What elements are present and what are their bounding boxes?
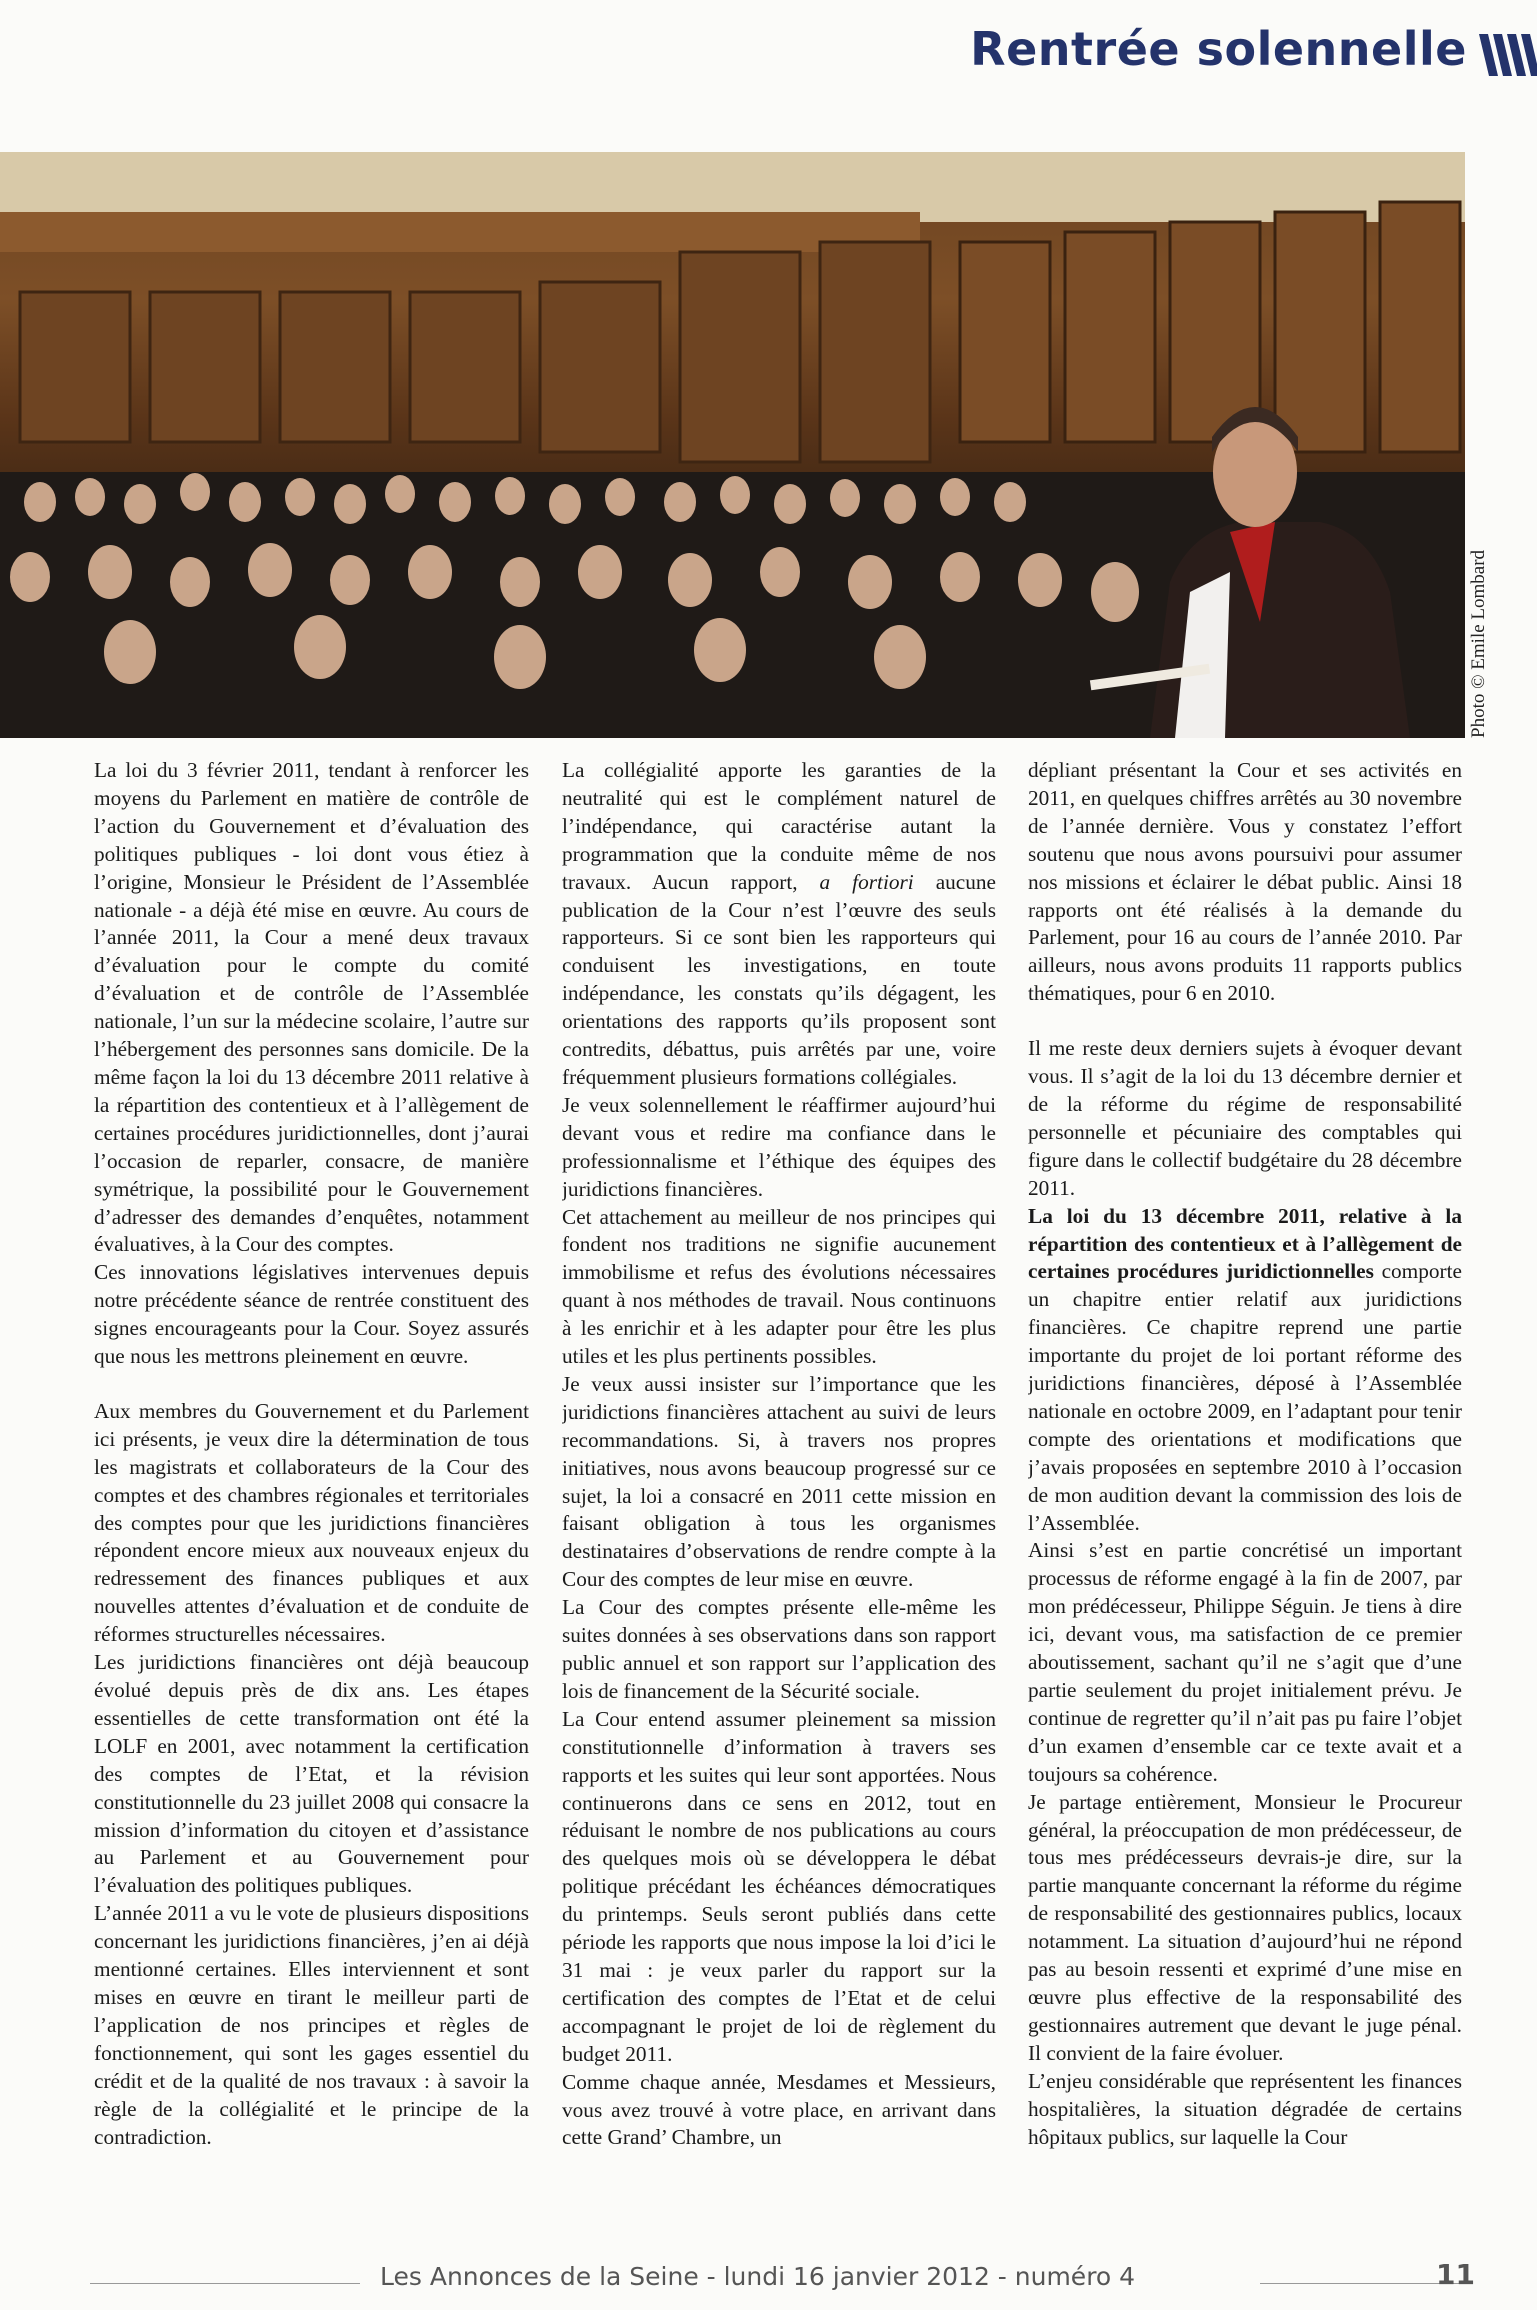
footer-divider [90,2283,360,2284]
paragraph [562,757,996,1092]
article-column-2 [562,757,996,2217]
paragraph: Je veux aussi insister sur l’importance que les juridictions financières attachent au suivi de leurs recommandations. Si, à travers nos propres initiatives, nous avons beaucoup progressé sur ce sujet, la loi a consacré en 2011 cette mission en faisant obligation à tous les organismes destinataires d’observations de rendre compte à la Cour des comptes de leur mise en œuvre. [562,1371,996,1592]
paragraph-text: La collégialité apporte les garanties de la neutralité qui est le complément naturel de l’indépendance, qui caractérise autant la programmation que la conduite même de nos travaux. Aucun rapport, [562,758,996,894]
photo-credit: Photo © Emile Lombard [1468,549,1489,738]
paragraph [1028,1203,1462,1538]
paragraph: Je veux solennellement le réaffirmer aujourd’hui devant vous et redire ma confiance dans le professionnalisme et l’éthique des équipes des juridictions financières. [562,1092,996,1201]
bold-phrase: La loi du 13 décembre 2011, relative à la répartition des contentieux et à l’allègement de certaines procédures juridictionnelles [1028,1203,1462,1284]
paragraph-text: aucune publication de la Cour n’est l’œuvre des seuls rapporteurs. Si ce sont bien les rapporteurs qui conduisent les investigations, en toute indépendance, les constats qu’ils dégagent, les orientations des rapports qu’ils proposent sont contredits, débattus, puis arrêtés par une, voire fréquemment plusieurs formations collégiales. [562,869,996,1089]
paragraph: dépliant présentant la Cour et ses activités en 2011, en quelques chiffres arrêtés au 30 novembre de l’année dernière. Vous y constatez l’effort soutenu que nous avons poursuivi pour assumer nos missions et éclairer le débat public. Ainsi 18 rapports ont été réalisés à la demande du Parlement, pour 16 au cours de l’année 2010. Par ailleurs, nous avons produits 11 rapports publics thématiques, pour 6 en 2010. [1028,758,1462,1006]
page-number: 11 [1436,2258,1475,2291]
paragraph: Comme chaque année, Mesdames et Messieurs, vous avez trouvé à votre place, en arrivant dans cette Grand’ Chambre, un [562,2069,996,2150]
paragraph: Ces innovations législatives intervenues depuis notre précédente séance de rentrée constituent des signes encourageants pour la Cour. Soyez assurés que nous les mettrons pleinement en œuvre. [94,1260,529,1369]
article-column-1 [94,757,529,2217]
paragraph: L’enjeu considérable que représentent les finances hospitalières, la situation dégradée de certains hôpitaux publics, sur laquelle la Cour [1028,2068,1462,2149]
paragraph: Je partage entièrement, Monsieur le Procureur général, la préoccupation de mon prédécesseur, de tous mes prédécesseurs devrais-je dire, sur la partie manquante concernant la réforme du régime de responsabilité des gestionnaires publics, locaux notamment. La situation d’aujourd’hui ne répond pas au besoin ressenti et exprimé d’une mise en œuvre plus effective de la responsabilité des gestionnaires autrement que devant le juge pénal. Il convient de la faire évoluer. [1028,1789,1462,2065]
paragraph: Cet attachement au meilleur de nos principes qui fondent nos traditions ne signifie aucunement immobilisme et refus des évolutions nécessaires quant à nos méthodes de travail. Nous continuons à les enrichir et à les adapter pour être les plus utiles et les plus pertinents possibles. [562,1204,996,1369]
paragraph: Il me reste deux derniers sujets à évoquer devant vous. Il s’agit de la loi du 13 décembre dernier et de la réforme du régime de responsabilité personnelle et pécuniaire des comptables qui figure dans le collectif budgétaire du 28 décembre 2011. [1028,1036,1462,1200]
italic-phrase: a fortiori [819,869,914,894]
article-column-3 [1028,757,1462,2217]
paragraph-text: comporte un chapitre entier relatif aux juridictions financières. Ce chapitre reprend une partie importante du projet de loi portant réforme des juridictions financières, déposé à l’Assemblée nationale en octobre 2009, en l’adaptant pour tenir compte des orientations et modifications que j’avais proposées en septembre 2010 à l’occasion de mon audition devant la commission des lois de l’Assemblée. [1028,1259,1462,1535]
paragraph: La Cour entend assumer pleinement sa mission constitutionnelle d’information à travers ses rapports et les suites qui leur sont apportées. Nous continuerons dans ce sens en 2012, tout en réduisant le nombre de nos publications au cours des quelques mois où se développera le débat politique précédant les échéances démocratiques du printemps. Seuls seront publiés dans cette période les rapports que nous impose la loi d’ici le 31 mai : je veux parler du rapport sur la certification des comptes de l’Etat et de celui accompagnant le projet de loi de règlement du budget 2011. [562,1706,996,2066]
paragraph: Les juridictions financières ont déjà beaucoup évolué depuis près de dix ans. Les étapes essentielles de cette transformation ont été la LOLF en 2001, avec notamment la certification des comptes de l’Etat, et la révision constitutionnelle du 23 juillet 2008 qui consacre la mission d’information du citoyen et d’assistance au Parlement et au Gouvernement pour l’évaluation des politiques publiques. [94,1650,529,1898]
paragraph: La Cour des comptes présente elle-même les suites données à ses observations dans son rapport public annuel et son rapport sur l’application des lois de financement de la Sécurité sociale. [562,1595,996,1703]
section-title: Rentrée solennelle [970,22,1467,76]
paragraph: La loi du 3 février 2011, tendant à renforcer les moyens du Parlement en matière de contrôle de l’action du Gouvernement et d’évaluation des politiques publiques - loi dont vous étiez à l’origine, Monsieur le Président de l’Assemblée nationale - a déjà été mise en œuvre. Au cours de l’année 2011, la Cour a mené deux travaux d’évaluation pour le compte du comité d’évaluation et de contrôle de l’Assemblée nationale, l’un sur la médecine scolaire, l’autre sur l’hébergement des personnes sans domicile. De la même façon la loi du 13 décembre 2011 relative à la répartition des contentieux et à l’allègement de certaines procédures juridictionnelles, dont j’aurai l’occasion de reparler, consacre, de manière symétrique, la possibilité pour le Gouvernement d’adresser des demandes d’enquêtes, notamment évaluatives, à la Cour des comptes. [94,758,529,1257]
paragraph: Aux membres du Gouvernement et du Parlement ici présents, je veux dire la détermination de tous les magistrats et collaborateurs de la Cour des comptes et des chambres régionales et territoriales des comptes pour que les juridictions financières répondent encore mieux aux nouveaux enjeux du redressement des finances publiques et aux nouvelles attentes d’évaluation et de conduite de réformes structurelles nécessaires. [94,1398,529,1647]
footer-publication: Les Annonces de la Seine - lundi 16 janvier 2012 - numéro 4 [380,2262,1136,2291]
ceremony-photo [0,152,1465,738]
paragraph: Ainsi s’est en partie concrétisé un important processus de réforme engagé à la fin de 2007, par mon prédécesseur, Philippe Séguin. Je tiens à dire ici, devant vous, ma satisfaction de ce premier aboutissement, sachant qu’il ne s’agit que d’une partie seulement du projet initialement prévu. Je continue de regretter qu’il n’ait pas pu faire l’objet d’un examen d’ensemble car ce texte avait et a toujours sa cohérence. [1028,1538,1462,1786]
section-stripes-logo [1479,34,1537,76]
paragraph: L’année 2011 a vu le vote de plusieurs dispositions concernant les juridictions financières, j’en ai déjà mentionné certaines. Elles interviennent et sont mises en œuvre en tirant le meilleur parti de l’application de nos principes et règles de fonctionnement, qui sont les gages essentiel du crédit et de la qualité de nos travaux : à savoir la règle de la collégialité et le principe de la contradiction. [94,1901,529,2149]
